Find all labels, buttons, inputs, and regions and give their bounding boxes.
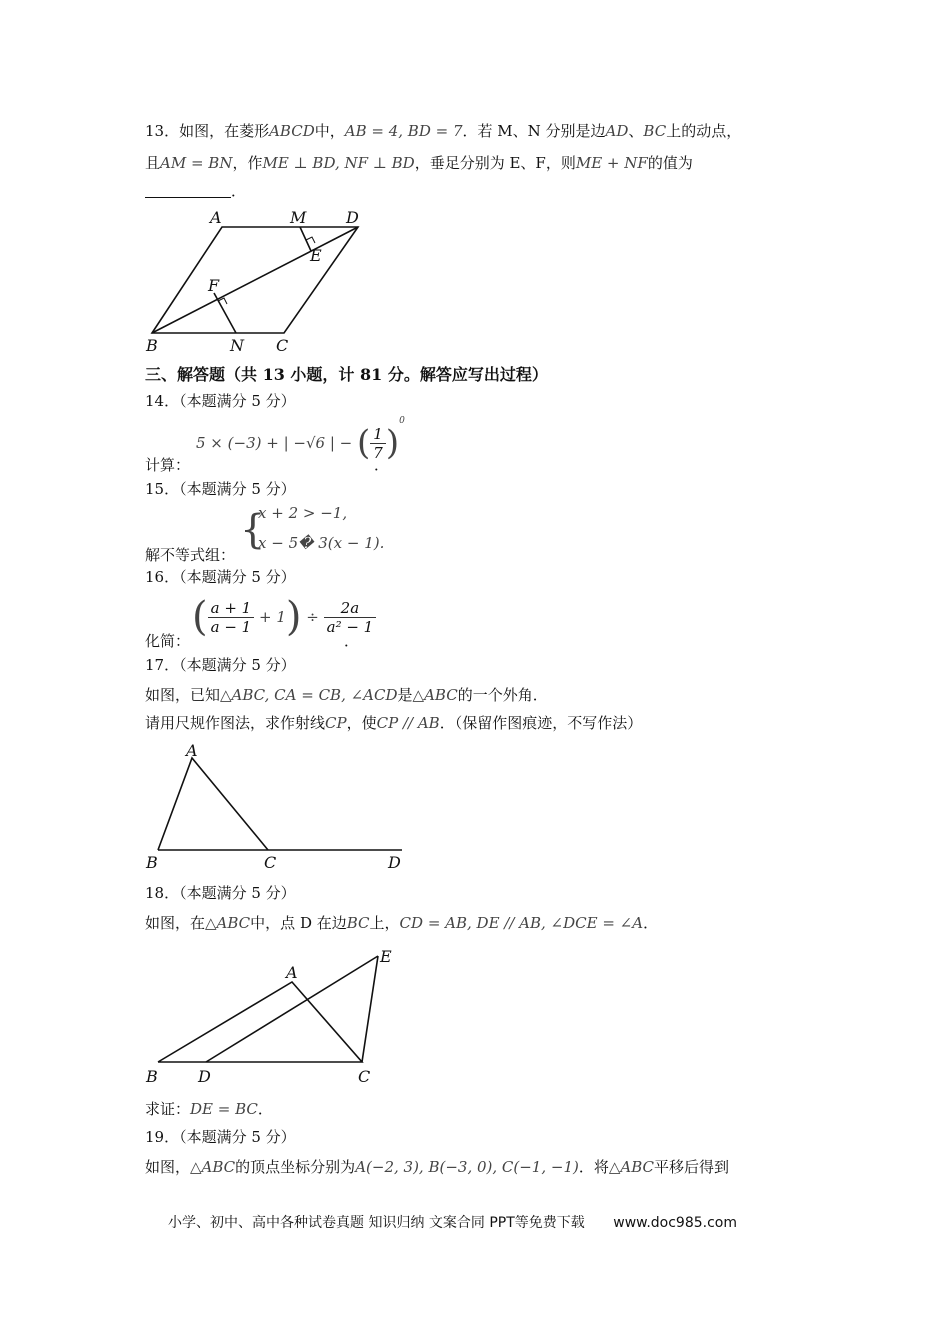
label-b: B [146,853,158,872]
label-c: C [276,336,289,355]
q17-line-2: 请用尺规作图法，求作射线CP，使CP // AB．（保留作图痕迹，不写作法） [145,714,643,732]
footer-link[interactable]: www.doc985.com [613,1215,737,1231]
q14-head: 14．（本题满分 5 分） [145,392,296,410]
q15-head: 15．（本题满分 5 分） [145,480,296,498]
triangle-abc [158,758,268,850]
segment-ce [362,956,378,1062]
footer-text: 小学、初中、高中各种试卷真题 知识归纳 文案合同 PPT等免费下载 [168,1215,585,1231]
label-n: N [230,336,244,355]
q17-head: 17．（本题满分 5 分） [145,656,296,674]
q18-prove: 求证：DE = BC． [145,1100,273,1118]
label-e: E [380,947,392,966]
math-ab-bd: AB = 4, BD = 7 [344,122,463,140]
rhombus-figure [140,205,380,355]
label-a: A [186,741,198,760]
q19-head: 19．（本题满分 5 分） [145,1128,296,1146]
q16-prefix: 化简： [145,632,191,650]
q18-head: 18．（本题满分 5 分） [145,884,296,902]
q17-line-1: 如图，已知△ABC, CA = CB, ∠ACD是△ABC的一个外角． [145,686,548,704]
q13-line-3: ． [145,180,246,202]
q13-line-2: 且AM = BN，作ME ⊥ BD, NF ⊥ BD，垂足分别为 E、F，则ME + NF的值为 [145,154,693,172]
q14-end: ． [374,456,390,474]
answer-blank [145,181,231,198]
triangle-exterior-angle-figure [140,740,410,872]
section-heading: 三、解答题（共 13 小题，计 81 分。解答应写出过程） [145,365,548,384]
diagonal-bd [152,227,358,333]
q19-line-1: 如图，△ABC的顶点坐标分别为A(−2, 3), B(−3, 0), C(−1, −1)．将△ABC平移后得到 [145,1158,730,1176]
triangle-abc [158,982,362,1062]
q14-prefix: 计算： [145,456,191,474]
q16-expression: ( $\frac{a + 1}{a - 1}$ + 1) ÷ $\frac{2a}{\text{a² − 1}}$ [192,594,376,644]
label-b: B [146,336,158,355]
q13-line-1: 13．如图，在菱形ABCD中，AB = 4, BD = 7．若 M、N 分别是边AD、BC上的动点， [145,122,742,140]
label-d: D [388,853,401,872]
label-d: D [198,1067,211,1086]
label-m: M [290,208,307,227]
fraction-a1-over-a-1: $\frac{a + 1}{a - 1}$ [208,599,255,636]
q14-expression: 5 × (−3) + | −√6 | − ( $\frac{1}{7}$ )$^0$ [196,416,405,463]
triangle-parallel-figure [140,944,410,1086]
q18-line-1: 如图，在△ABC中，点 D 在边BC上，CD = AB, DE // AB, ∠DCE = ∠A． [145,914,659,932]
label-c: C [358,1067,371,1086]
page-footer [168,1212,737,1232]
label-a: A [210,208,222,227]
label-b: B [146,1067,158,1086]
label-a: A [286,963,298,982]
label-e: E [310,246,322,265]
q15-prefix: 解不等式组： [145,546,236,564]
label-d: D [346,208,359,227]
math-abcd: ABCD [269,122,315,140]
fraction-one-seventh: $\frac{1}{7}$ [370,425,386,462]
label-c: C [264,853,277,872]
q16-head: 16．（本题满分 5 分） [145,568,296,586]
q16-end: ． [344,632,360,650]
fraction-2a-over-a2-1: $\frac{2a}{\text{a² − 1}}$ [324,599,377,636]
label-f: F [208,276,220,295]
